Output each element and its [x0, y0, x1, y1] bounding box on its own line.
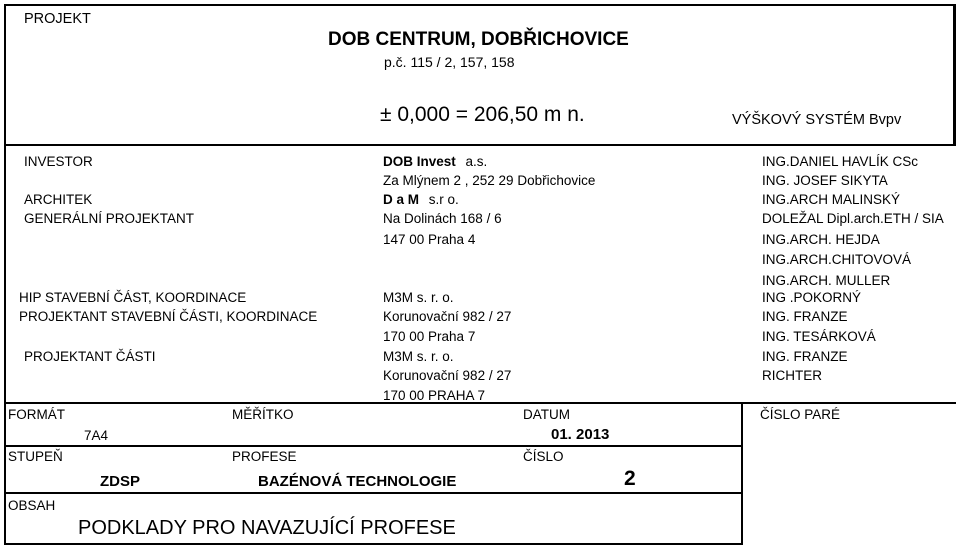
investor-company [383, 155, 487, 169]
hip-company: M3M s. r. o. [383, 290, 454, 305]
profese-label: PROFESE [232, 449, 297, 464]
cislo-value: 2 [624, 467, 636, 490]
format-value: 7A4 [84, 428, 109, 443]
divider-header [4, 144, 956, 146]
architekt-company [383, 193, 459, 207]
divider-right-bottom [741, 403, 743, 545]
datum-value: 01. 2013 [551, 427, 610, 443]
person-muller: ING.ARCH. MULLER [762, 274, 891, 286]
hip-address-2: 170 00 Praha 7 [383, 329, 476, 344]
cislo-pare-label: ČÍSLO PARÉ [760, 407, 841, 422]
person-chitovova: ING.ARCH.CHITOVOVÁ [762, 252, 912, 267]
architekt-address-2: 147 00 Praha 4 [383, 232, 476, 247]
investor-name: DOB Invest [383, 154, 456, 169]
role-architekt: ARCHITEK [24, 192, 93, 207]
investor-address: Za Mlýnem 2 , 252 29 Dobřichovice [383, 173, 596, 188]
person-tesarkova: ING. TESÁRKOVÁ [762, 329, 876, 344]
profese-value: BAZÉNOVÁ TECHNOLOGIE [258, 473, 457, 490]
architekt-suffix: s.r o. [428, 192, 459, 207]
divider-bottom-section [4, 402, 956, 404]
stupen-value: ZDSP [100, 473, 141, 490]
person-pokorny: ING .POKORNÝ [762, 290, 862, 305]
obsah-value: PODKLADY PRO NAVAZUJÍCÍ PROFESE [78, 517, 456, 539]
border-right-top [953, 4, 956, 145]
role-investor: INVESTOR [24, 154, 93, 169]
divider-row-3 [4, 492, 742, 494]
person-franze-1: ING. FRANZE [762, 309, 848, 324]
parcel-numbers: p.č. 115 / 2, 157, 158 [384, 54, 515, 70]
role-projektant-stavebni: PROJEKTANT STAVEBNÍ ČÁSTI, KOORDINACE [19, 309, 318, 324]
border-left [4, 4, 6, 545]
person-sikyta: ING. JOSEF SIKYTA [762, 173, 888, 188]
datum-label: DATUM [523, 407, 570, 422]
meritko-label: MĚŘÍTKO [232, 407, 294, 422]
border-bottom [4, 543, 742, 545]
stupen-label: STUPEŇ [8, 449, 63, 464]
role-hip: HIP STAVEBNÍ ČÁST, KOORDINACE [19, 290, 247, 305]
cislo-label: ČÍSLO [523, 449, 564, 464]
elevation-value: ± 0,000 = 206,50 m n. [380, 103, 585, 126]
format-label: FORMÁT [8, 407, 65, 422]
architekt-name: D a M [383, 192, 420, 207]
person-franze-2: ING. FRANZE [762, 349, 848, 364]
person-havlik: ING.DANIEL HAVLÍK CSc [762, 154, 919, 169]
person-dolezal: DOLEŽAL Dipl.arch.ETH / SIA [762, 211, 944, 226]
obsah-label: OBSAH [8, 498, 56, 513]
hip-address-1: Korunovační 982 / 27 [383, 309, 512, 324]
project-title: DOB CENTRUM, DOBŘICHOVICE [328, 29, 629, 50]
border-top [4, 4, 956, 6]
role-generalni-projektant: GENERÁLNÍ PROJEKTANT [24, 211, 195, 226]
cast-company: M3M s. r. o. [383, 349, 454, 364]
person-hejda: ING.ARCH. HEJDA [762, 232, 880, 247]
cast-address-1: Korunovační 982 / 27 [383, 368, 512, 383]
architekt-address-1: Na Dolinách 168 / 6 [383, 211, 502, 226]
cast-address-2: 170 00 PRAHA 7 [383, 389, 486, 401]
projekt-label: PROJEKT [24, 11, 91, 27]
divider-row-2 [4, 445, 742, 447]
person-malinsky: ING.ARCH MALINSKÝ [762, 192, 901, 207]
elevation-system: VÝŠKOVÝ SYSTÉM Bvpv [732, 112, 902, 128]
investor-suffix: a.s. [465, 154, 488, 169]
role-projektant-casti: PROJEKTANT ČÁSTI [24, 349, 156, 364]
person-richter: RICHTER [762, 368, 822, 383]
